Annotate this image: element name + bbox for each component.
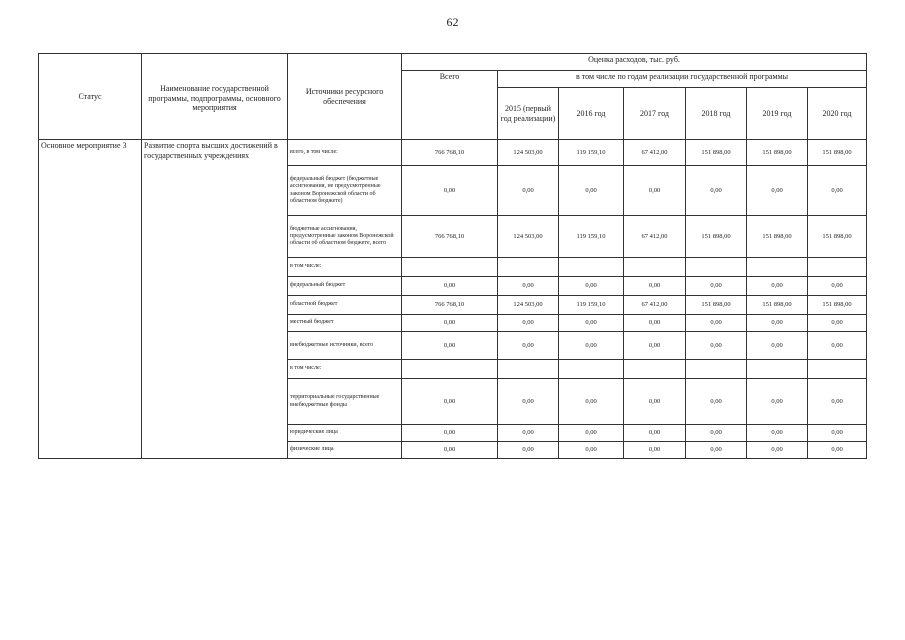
value-2017: 67 412,00 (624, 296, 686, 315)
value-total (402, 360, 498, 379)
source-cell: юридические лица (288, 425, 402, 442)
header-year-2017: 2017 год (624, 88, 686, 140)
value-2020: 0,00 (808, 379, 867, 425)
header-year-2016: 2016 год (559, 88, 624, 140)
source-cell: внебюджетные источники, всего (288, 332, 402, 360)
value-2018: 0,00 (686, 442, 747, 459)
value-2016: 0,00 (559, 166, 624, 216)
value-2017: 0,00 (624, 425, 686, 442)
value-2019 (747, 360, 808, 379)
value-2016: 0,00 (559, 315, 624, 332)
value-2020: 0,00 (808, 166, 867, 216)
value-2016: 119 159,10 (559, 216, 624, 258)
value-2017: 0,00 (624, 332, 686, 360)
value-2016 (559, 360, 624, 379)
value-2018: 0,00 (686, 315, 747, 332)
value-2015: 0,00 (498, 277, 559, 296)
source-cell: федеральный бюджет (бюджетные ассигнования, не предусмотренные законом Воронежской области об областном бюджете) (288, 166, 402, 216)
value-2018: 151 898,00 (686, 140, 747, 166)
value-2015: 124 503,00 (498, 140, 559, 166)
value-2015: 0,00 (498, 332, 559, 360)
value-2015 (498, 360, 559, 379)
value-total: 766 768,10 (402, 296, 498, 315)
source-cell: бюджетные ассигнования, предусмотренные законом Воронежской области об областном бюджете, всего (288, 216, 402, 258)
value-2018 (686, 258, 747, 277)
value-2017 (624, 258, 686, 277)
value-2015: 0,00 (498, 442, 559, 459)
value-2018: 0,00 (686, 166, 747, 216)
value-2018: 0,00 (686, 379, 747, 425)
value-2019: 0,00 (747, 332, 808, 360)
value-2018: 151 898,00 (686, 296, 747, 315)
header-year-2015: 2015 (первый год реализации) (498, 88, 559, 140)
value-2019: 0,00 (747, 442, 808, 459)
source-cell: в том числе: (288, 258, 402, 277)
value-total: 0,00 (402, 166, 498, 216)
source-cell: в том числе: (288, 360, 402, 379)
table-row (39, 140, 867, 166)
value-2016: 119 159,10 (559, 140, 624, 166)
header-year-2020: 2020 год (808, 88, 867, 140)
value-2020: 151 898,00 (808, 216, 867, 258)
value-2019 (747, 258, 808, 277)
value-2020: 151 898,00 (808, 296, 867, 315)
value-2020 (808, 360, 867, 379)
value-total: 0,00 (402, 442, 498, 459)
value-2020: 0,00 (808, 425, 867, 442)
value-2017: 67 412,00 (624, 140, 686, 166)
value-2016: 0,00 (559, 332, 624, 360)
value-2020: 0,00 (808, 332, 867, 360)
value-2019: 151 898,00 (747, 140, 808, 166)
value-2019: 0,00 (747, 277, 808, 296)
value-2019: 0,00 (747, 315, 808, 332)
source-cell: физические лица (288, 442, 402, 459)
value-2015: 0,00 (498, 379, 559, 425)
value-2020: 0,00 (808, 442, 867, 459)
value-2019: 0,00 (747, 379, 808, 425)
value-total: 0,00 (402, 379, 498, 425)
value-2016 (559, 258, 624, 277)
source-cell: территориальные государственные внебюджетные фонды (288, 379, 402, 425)
name-cell: Развитие спорта высших достижений в государственных учреждениях (142, 140, 288, 459)
value-2015: 0,00 (498, 166, 559, 216)
value-2017: 67 412,00 (624, 216, 686, 258)
value-2017: 0,00 (624, 315, 686, 332)
value-2016: 0,00 (559, 379, 624, 425)
header-estimate: Оценка расходов, тыс. руб. (402, 54, 867, 71)
value-2019: 0,00 (747, 166, 808, 216)
value-2020: 0,00 (808, 315, 867, 332)
header-year-2018: 2018 год (686, 88, 747, 140)
header-year-2019: 2019 год (747, 88, 808, 140)
budget-table (38, 53, 867, 459)
source-cell: федеральный бюджет (288, 277, 402, 296)
value-2015: 124 503,00 (498, 216, 559, 258)
value-2020: 151 898,00 (808, 140, 867, 166)
value-2017: 0,00 (624, 277, 686, 296)
value-2016: 0,00 (559, 442, 624, 459)
value-2018: 0,00 (686, 277, 747, 296)
value-2016: 0,00 (559, 425, 624, 442)
value-2015: 0,00 (498, 315, 559, 332)
header-name: Наименование государственной программы, подпрограммы, основного мероприятия (142, 54, 288, 140)
header-sources: Источники ресурсного обеспечения (288, 54, 402, 140)
header-total: Всего (402, 71, 498, 140)
value-2017: 0,00 (624, 442, 686, 459)
value-2018: 151 898,00 (686, 216, 747, 258)
source-cell: всего, в том числе: (288, 140, 402, 166)
value-2017 (624, 360, 686, 379)
value-total: 0,00 (402, 277, 498, 296)
value-total: 0,00 (402, 425, 498, 442)
value-2015: 124 503,00 (498, 296, 559, 315)
value-2018 (686, 360, 747, 379)
value-2019: 0,00 (747, 425, 808, 442)
header-by-years: в том числе по годам реализации государственной программы (498, 71, 867, 88)
header-status: Статус (39, 54, 142, 140)
value-2016: 119 159,10 (559, 296, 624, 315)
value-total: 0,00 (402, 332, 498, 360)
value-total: 766 768,10 (402, 216, 498, 258)
value-2019: 151 898,00 (747, 296, 808, 315)
status-cell: Основное мероприятие 3 (39, 140, 142, 459)
value-2018: 0,00 (686, 425, 747, 442)
value-2015 (498, 258, 559, 277)
value-total: 0,00 (402, 315, 498, 332)
value-2020 (808, 258, 867, 277)
value-2016: 0,00 (559, 277, 624, 296)
page-number: 62 (446, 15, 459, 29)
value-2015: 0,00 (498, 425, 559, 442)
value-2017: 0,00 (624, 379, 686, 425)
value-total: 766 768,10 (402, 140, 498, 166)
value-2019: 151 898,00 (747, 216, 808, 258)
value-2018: 0,00 (686, 332, 747, 360)
source-cell: областной бюджет (288, 296, 402, 315)
source-cell: местный бюджет (288, 315, 402, 332)
value-2020: 0,00 (808, 277, 867, 296)
value-2017: 0,00 (624, 166, 686, 216)
value-total (402, 258, 498, 277)
